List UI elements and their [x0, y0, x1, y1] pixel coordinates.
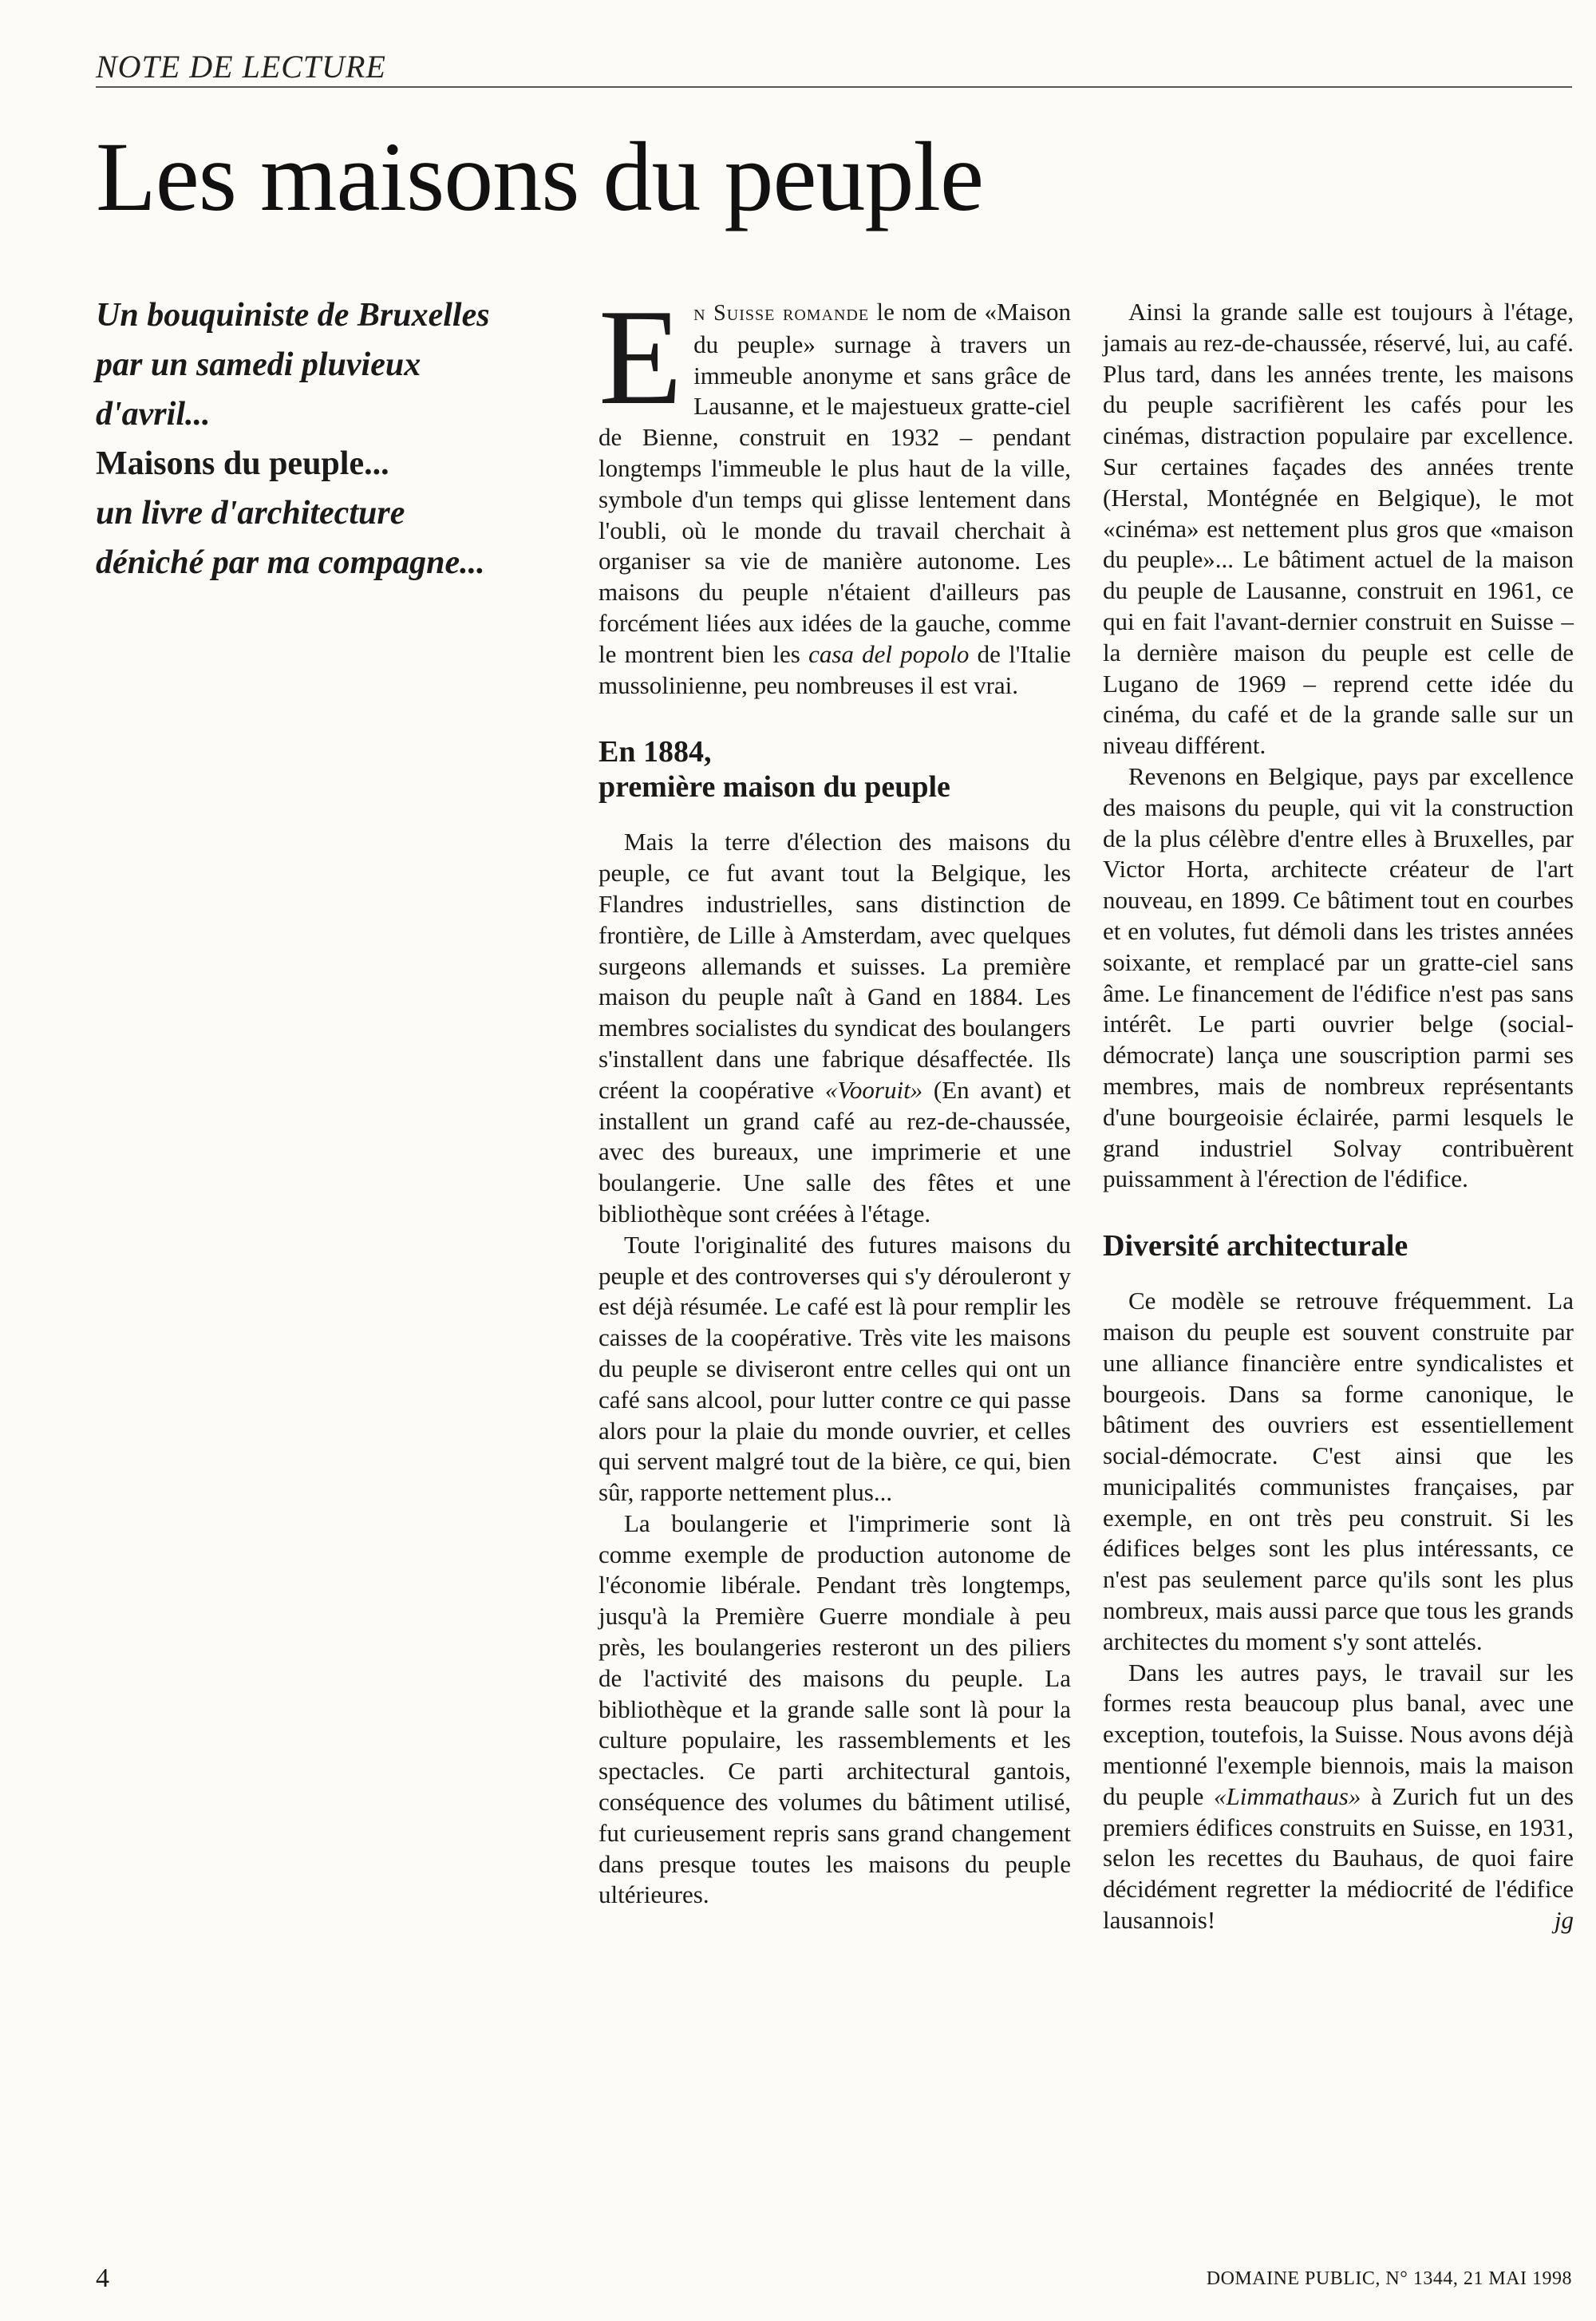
subheading — [598, 734, 1071, 805]
header-rule — [96, 86, 1572, 88]
article-paragraph — [1103, 1658, 1574, 1936]
emphasis: «Limmathaus» — [1214, 1781, 1361, 1810]
emphasis: «Vooruit» — [824, 1075, 923, 1104]
publication-footer: DOMAINE PUBLIC, N° 1344, 21 MAI 1998 — [1206, 2268, 1572, 2289]
article-paragraph: La boulangerie et l'imprimerie sont là comme exemple de production autonome de l'économie libérale. Pendant très longtemps, jusqu'à la Première Guerre mondiale à peu près, les boulangeries resteront un des piliers de l'activité des maisons du peuple. La bibliothèque et la grande salle sont là pour la culture populaire, les rassemblements et les spectacles. Ce parti architectural gantois, conséquence des volumes du bâtiment utilisé, fut curieusement repris sans grand changement dans presque toutes les maisons du peuple ultérieures. — [598, 1508, 1071, 1909]
paragraph-text: (En avant) et installent un grand café au rez-de-chaussée, avec des bureaux, une imprimerie et une boulangerie. Une salle des fêtes et une bibliothèque sont créées à l'étage. — [598, 1075, 1071, 1228]
section-rubric: NOTE DE LECTURE — [96, 49, 386, 85]
lead-smallcaps: n Suisse romande — [693, 301, 870, 326]
page-number: 4 — [96, 2264, 109, 2293]
article-column-1 — [598, 282, 1071, 1911]
author-signature: jg — [1554, 1906, 1574, 1935]
intro-line: Un bouquiniste de Bruxelles — [96, 297, 490, 334]
subheading: Diversité architecturale — [1103, 1229, 1408, 1263]
emphasis: casa del popolo — [808, 639, 970, 668]
article-paragraph: Ainsi la grande salle est toujours à l'étage, jamais au rez-de-chaussée, réservé, lui, au café. Plus tard, dans les années trente, les maisons du peuple sacrifièrent les cafés pour les cinémas, distraction populaire par excellence. Sur certaines façades des années trente (Herstal, Montégnée en Belgique), le mot «cinéma» est nettement plus gros que «maison du peuple»... Le bâtiment actuel de la maison du peuple de Lausanne, construit en 1961, ce qui en fait l'avant-dernier construit en Suisse – la dernière maison du peuple est celle de Lugano de 1969 – reprend cette idée du cinéma, du café et de la grande salle sur un niveau différent. — [1103, 298, 1574, 760]
intro-line: un livre d'architecture — [96, 495, 405, 532]
paragraph-text: le nom de «Maison du peuple» surnage à travers un immeuble anonyme et sans grâce de Lausanne, et le majestueux gratte-ciel de Bienne, construit en 1932 – pendant longtemps l'immeuble le plus haut de la ville, symbole d'un temps qui glisse lentement dans l'oubli, où le monde du travail cherchait à organiser sa vie de manière autonome. Les maisons du peuple n'étaient d'ailleurs pas forcément liées aux idées de la gauche, comme le montrent bien les — [598, 298, 1071, 668]
article-column-2 — [1103, 297, 1574, 1936]
intro-line: déniché par ma compagne... — [96, 544, 485, 581]
article-intro — [96, 291, 575, 587]
intro-line: Maisons du peuple... — [96, 445, 389, 482]
paragraph-text: Dans les autres pays, le travail sur les formes resta beaucoup plus banal, avec une exception, toutefois, la Suisse. Nous avons déjà mentionné l'exemple biennois, mais la maison du peuple — [1103, 1658, 1574, 1810]
drop-cap: E — [598, 282, 683, 433]
article-paragraph — [598, 827, 1071, 1229]
article-title: Les maisons du peuple — [96, 122, 984, 231]
paragraph-text: à Zurich fut un des premiers édifices construits en Suisse, en 1931, selon les recettes du Bauhaus, de quoi faire décidément regretter la médiocrité de l'édifice lausannois! — [1103, 1781, 1574, 1935]
intro-line: par un samedi pluvieux — [96, 346, 421, 383]
intro-line: d'avril... — [96, 396, 211, 433]
article-paragraph: Toute l'originalité des futures maisons du peuple et des controverses qui s'y dérouleront y est déjà résumée. Le café est là pour remplir les caisses de la coopérative. Très vite les maisons du peuple se diviseront entre celles qui ont un café sans alcool, pour lutter contre ce qui passe alors pour la plaie du monde ouvrier, et celles qui servent malgré tout de la bière, ce qui, bien sûr, rapporte nettement plus... — [598, 1230, 1071, 1507]
paragraph-text: de l'Italie mussolinienne, peu nombreuses il est vrai. — [598, 639, 1071, 699]
article-paragraph — [598, 282, 1071, 701]
subheading-line: En 1884, — [598, 735, 712, 769]
subheading-line: première maison du peuple — [598, 770, 950, 805]
paragraph-text: Mais la terre d'élection des maisons du peuple, ce fut avant tout la Belgique, les Flandres industrielles, sans distinction de frontière, de Lille à Amsterdam, avec quelques surgeons allemands et suisses. La première maison du peuple naît à Gand en 1884. Les membres socialistes du syndicat des boulangers s'installent dans une fabrique désaffectée. Ils créent la coopérative — [598, 828, 1071, 1104]
article-paragraph: Revenons en Belgique, pays par excellence des maisons du peuple, qui vit la construction de la plus célèbre d'entre elles à Bruxelles, par Victor Horta, architecte créateur de l'art nouveau, en 1899. Ce bâtiment tout en courbes et en volutes, fut démoli dans les tristes années soixante, et remplacé par un gratte-ciel sans âme. Le financement de l'édifice n'est pas sans intérêt. Le parti ouvrier belge (social-démocrate) lança une souscription parmi ses membres, mais de nombreux représentants d'une bourgeoisie éclairée, parmi lesquels le grand industriel Solvay contribuèrent puissamment à l'érection de l'édifice. — [1103, 761, 1574, 1193]
article-paragraph: Ce modèle se retrouve fréquemment. La maison du peuple est souvent construite par une alliance financière entre syndicalistes et bourgeois. Dans sa forme canonique, le bâtiment des ouvriers est essentiellement social-démocrate. C'est ainsi que les municipalités communistes françaises, par exemple, en ont très peu construit. Si les édifices belges sont les plus intéressants, ce n'est pas seulement parce qu'ils sont les plus nombreux, mais aussi parce que tous les grands architectes du moment s'y sont attelés. — [1103, 1287, 1574, 1655]
